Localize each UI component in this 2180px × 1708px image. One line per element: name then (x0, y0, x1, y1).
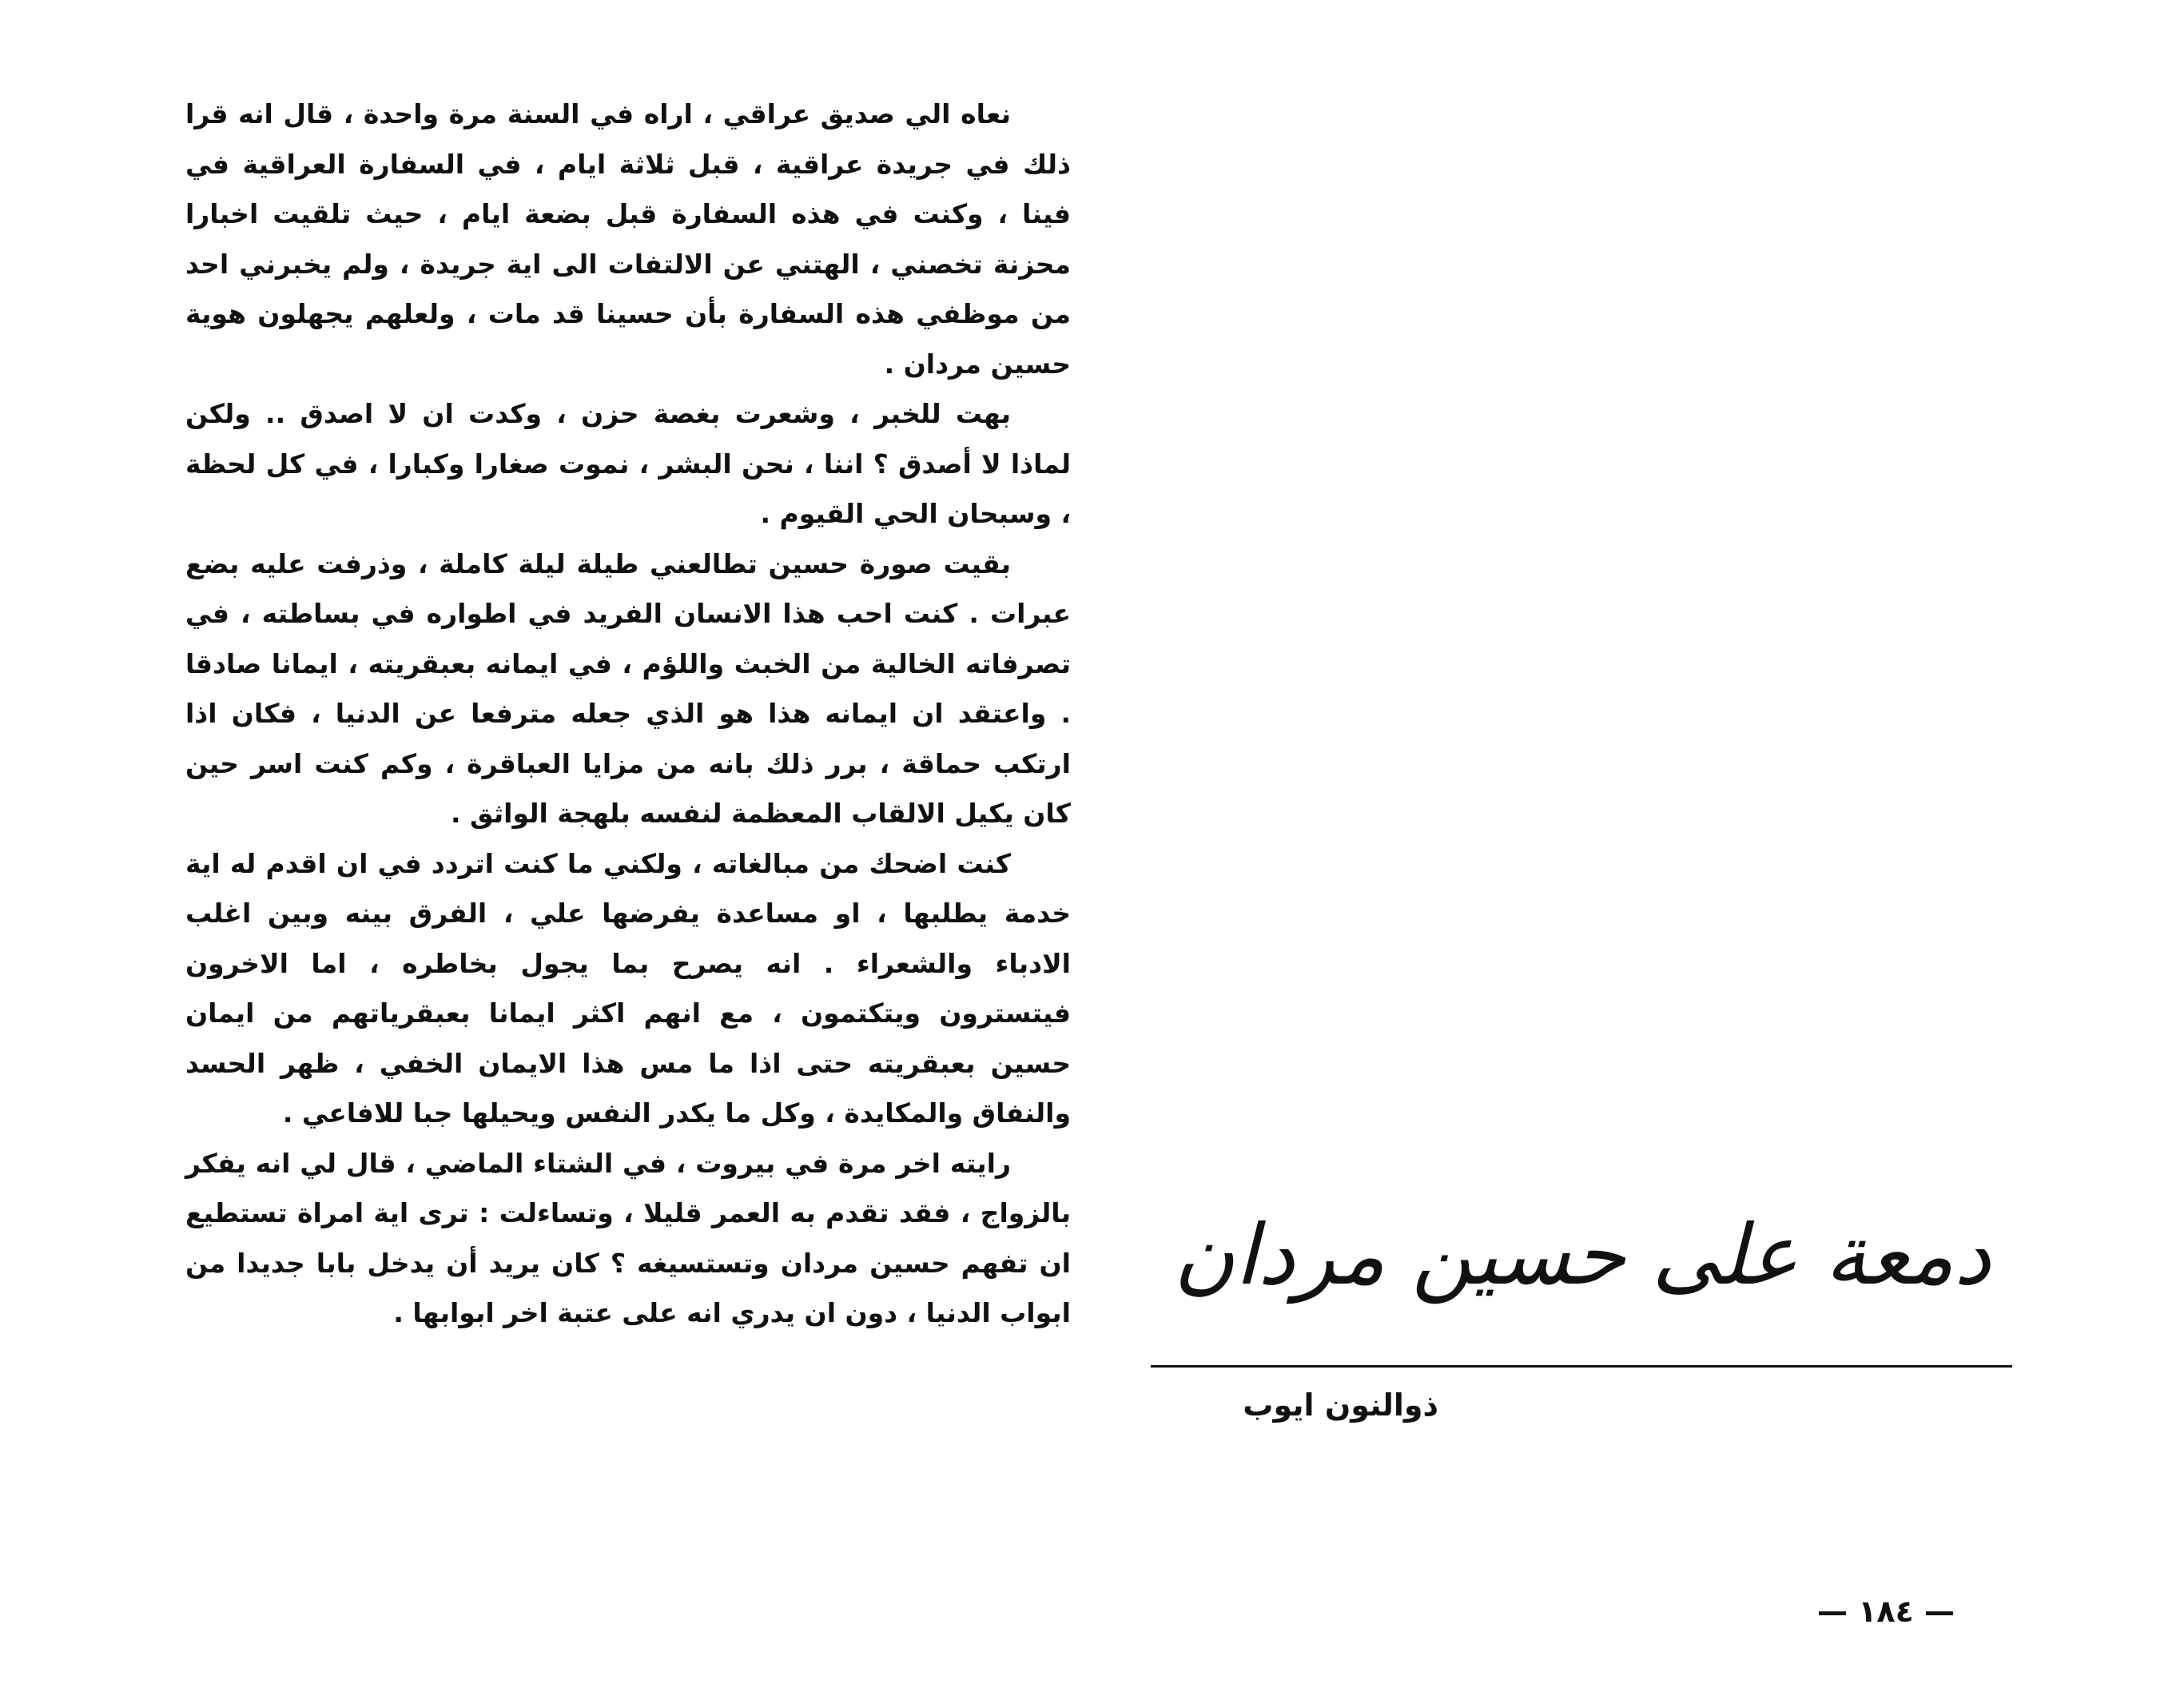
body-paragraph-5: رايته اخر مرة في بيروت ، في الشتاء الماضي ، قال لي انه يفكر بالزواج ، فقد تقدم به العمر قليلا ، وتساءلت : ترى اية امراة تستطيع ان تفهم حسين مردان وتستسيغه ؟ كان يريد أن يدخل بابا جديدا من ابواب الدنيا ، دون ان يدري انه على عتبة اخر ابوابها . (185, 1147, 1071, 1328)
body-paragraph-2: بهت للخبر ، وشعرت بغصة حزن ، وكدت ان لا اصدق .. ولكن لماذا لا أصدق ؟ اننا ، نحن البشر ، نموت صغارا وكبارا ، في كل لحظة ، وسبحان الحي القيوم . (185, 398, 1071, 529)
author-name: ذوالنون ايوب (1243, 1388, 1438, 1423)
article-title: دمعة على حسين مردان (1173, 1206, 1991, 1304)
article-body (185, 90, 1071, 1339)
body-paragraph-3: بقيت صورة حسين تطالعني طيلة ليلة كاملة ، وذرفت عليه بضع عبرات . كنت احب هذا الانسان الفريد في اطواره في بساطته ، في تصرفاته الخالية من الخبث واللؤم ، في ايمانه بعبقريته ، ايمانا صادقا . واعتقد ان ايمانه هذا هو الذي جعله مترفعا عن الدنيا ، فكان اذا ارتكب حماقة ، برر ذلك بانه من مزايا العباقرة ، وكم كنت اسر حين كان يكيل الالقاب المعظمة لنفسه بلهجة الواثق . (185, 547, 1071, 829)
body-paragraph-4: كنت اضحك من مبالغاته ، ولكني ما كنت اتردد في ان اقدم له اية خدمة يطلبها ، او مساعدة يفرضها علي ، الفرق بينه وبين اغلب الادباء والشعراء . انه يصرح بما يجول بخاطره ، اما الاخرون فيتسترون ويتكتمون ، مع انهم اكثر ايمانا بعبقرياتهم من ايمان حسين بعبقريته حتى اذا ما مس هذا الايمان الخفي ، ظهر الحسد والنفاق والمكايدة ، وكل ما يكدر النفس ويحيلها جبا للافاعي . (185, 847, 1071, 1129)
title-divider (1151, 1365, 2012, 1368)
page-number: — ١٨٤ — (1816, 1594, 1955, 1629)
body-paragraph-1: نعاه الي صديق عراقي ، اراه في السنة مرة واحدة ، قال انه قرا ذلك في جريدة عراقية ، قبل ثلاثة ايام ، في السفارة العراقية في فينا ، وكنت في هذه السفارة قبل بضعة ايام ، حيث تلقيت اخبارا محزنة تخصني ، الهتني عن الالتفات الى اية جريدة ، ولم يخبرني احد من موظفي هذه السفارة بأن حسينا قد مات ، ولعلهم يجهلون هوية حسين مردان . (185, 98, 1071, 380)
title-block (1151, 1191, 2014, 1319)
